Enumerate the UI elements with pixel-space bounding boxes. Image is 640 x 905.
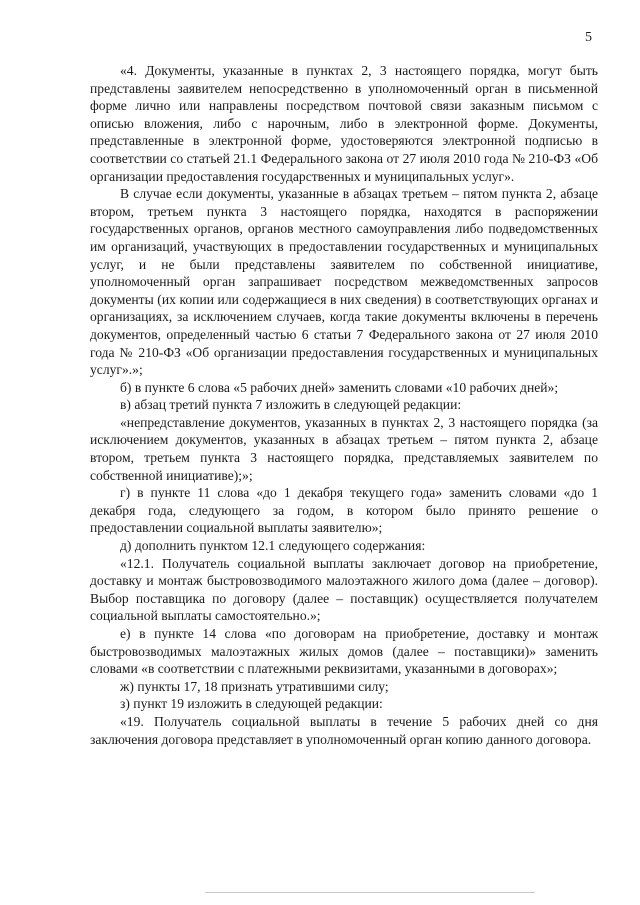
paragraph-amendment-v: в) абзац третий пункта 7 изложить в следующей редакции: [120, 397, 462, 413]
paragraph-amendment-b: б) в пункте 6 слова «5 рабочих дней» заменить словами «10 рабочих дней»; [120, 379, 559, 395]
paragraph-amendment-g: г) в пункте 11 слова «до 1 декабря текущего года» заменить словами «до 1 декабря года, следующего за годом, в котором было принято решение о предоставлении социальной выплаты заявителю»; [90, 485, 598, 536]
paragraph-amendment-v-text: «непредставление документов, указанных в пунктах 2, 3 настоящего порядка (за исключением документов, указанных в абзацах третьем – пятом пункта 2, абзаце втором, третьем пункта 3 настоящего порядка, представляемых заявителем по собственной инициативе);»; [90, 414, 598, 483]
paragraph-amendment-e: е) в пункте 14 слова «по договорам на приобретение, доставку и монтаж быстровозводимых малоэтажных жилых домов (далее – поставщики)» заменить словами «в соответствии с платежными реквизитами, указанными в договорах»; [90, 626, 598, 677]
document-body [90, 62, 598, 748]
page-bottom-rule [205, 892, 535, 893]
page-number: 5 [585, 30, 592, 45]
paragraph-amendment-d: д) дополнить пунктом 12.1 следующего содержания: [120, 538, 426, 554]
paragraph-item-19: «19. Получатель социальной выплаты в течение 5 рабочих дней со дня заключения договора представляет в уполномоченный орган копию данного договора. [90, 713, 598, 747]
paragraph-amendment-zh: ж) пункты 17, 18 признать утратившими силу; [120, 678, 389, 694]
paragraph-item-4-documents: «4. Документы, указанные в пунктах 2, 3 настоящего порядка, могут быть представлены заявителем непосредственно в уполномоченный орган в письменной форме лично или направлены посредством почтовой связи заказным письмом с описью вложения, либо с нарочным, либо в электронной форме. Документы, представленные в электронной форме, удостоверяются электронной подписью в соответствии со статьей 21.1 Федерального закона от 27 июля 2010 года № 210-ФЗ «Об организации предоставления государственных и муниципальных услуг». [90, 63, 598, 184]
paragraph-amendment-z: з) пункт 19 изложить в следующей редакции: [120, 696, 383, 712]
paragraph-interagency-requests: В случае если документы, указанные в абзацах третьем – пятом пункта 2, абзаце втором, третьем пункта 3 настоящего порядка, находятся в распоряжении государственных органов, органов местного самоуправления либо подведомственных им организаций, участвующих в предоставлении государственных и муниципальных услуг, и не были представлены заявителем по собственной инициативе, уполномоченный орган запрашивает посредством межведомственных запросов документы (их копии или содержащиеся в них сведения) в соответствующих органах и организациях, за исключением случаев, когда такие документы включены в перечень документов, определенный частью 6 статьи 7 Федерального закона от 27 июля 2010 года № 210-ФЗ «Об организации предоставления государственных и муниципальных услуг».»; [90, 186, 598, 378]
paragraph-item-12-1: «12.1. Получатель социальной выплаты заключает договор на приобретение, доставку и монтаж быстровозводимого малоэтажного жилого дома (далее – договор). Выбор поставщика по договору (далее – поставщик) осуществляется получателем социальной выплаты самостоятельно.»; [90, 555, 598, 624]
